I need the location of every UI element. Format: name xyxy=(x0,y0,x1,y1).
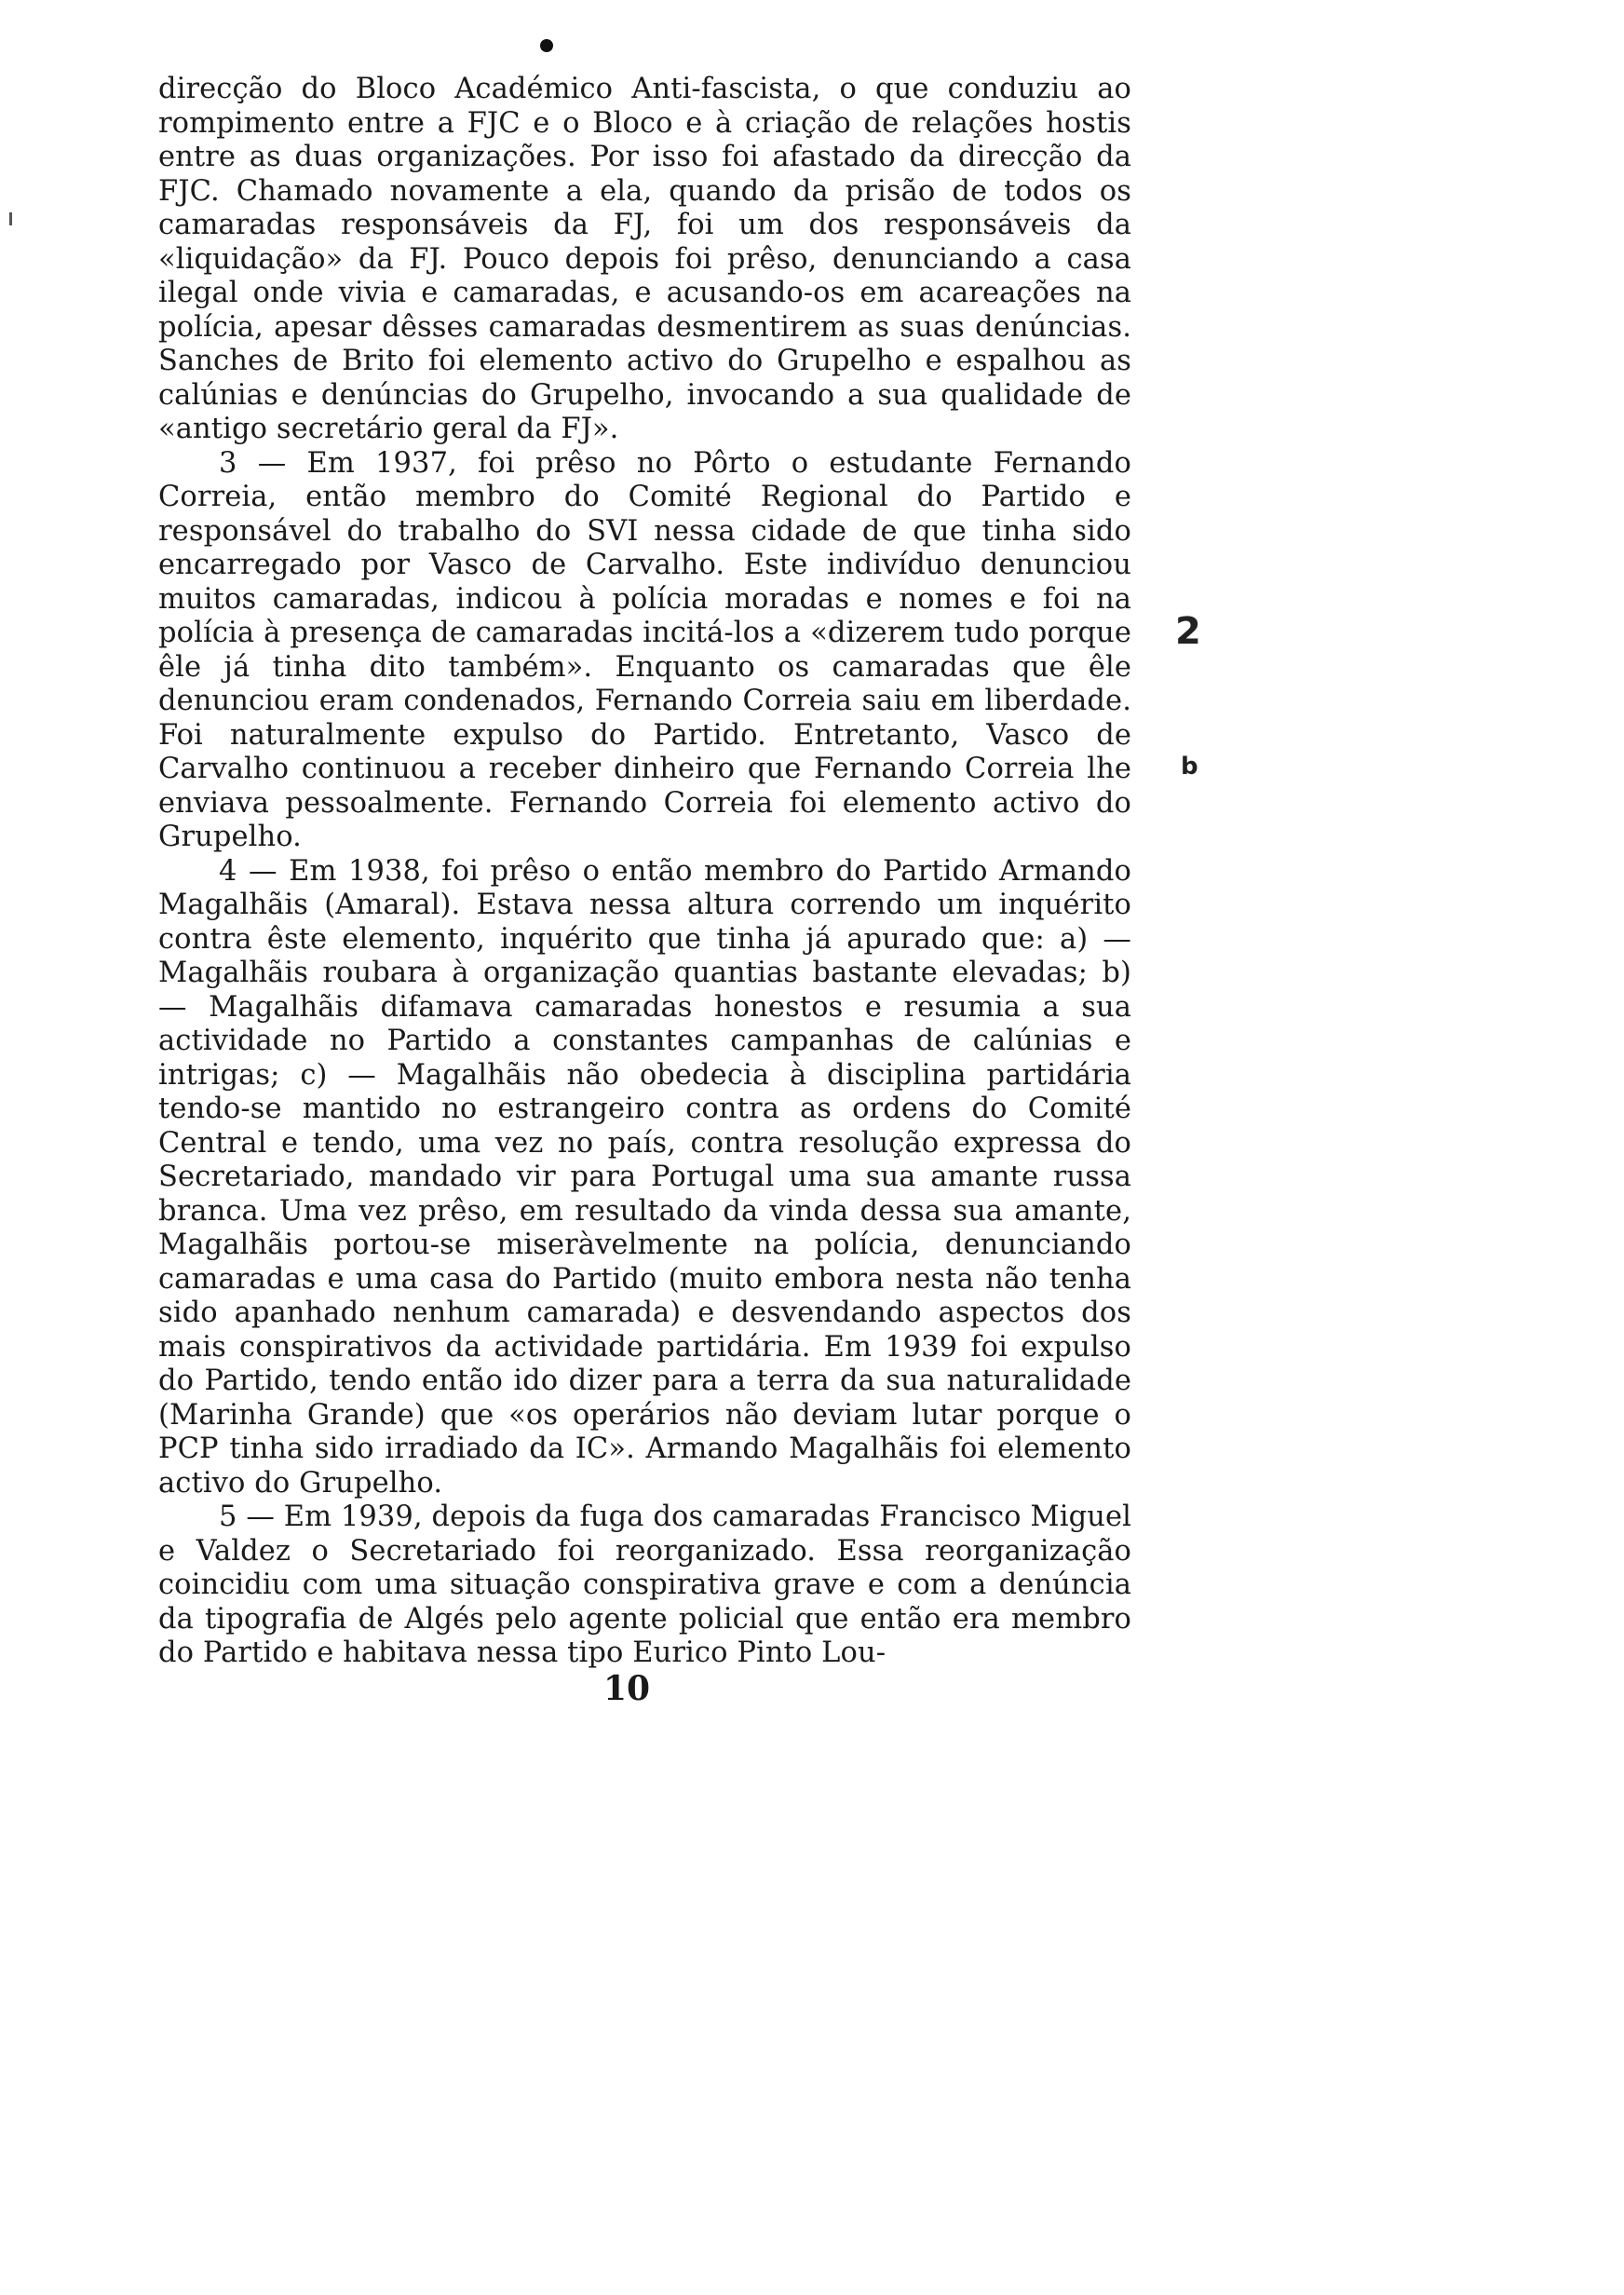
margin-annotation-a: 2 xyxy=(1175,610,1201,653)
margin-annotation-b: b xyxy=(1181,753,1198,781)
ink-dot xyxy=(540,39,553,52)
paragraph-continuation: direcção do Bloco Académico Anti-fascista, o que conduziu ao rompimento entre a FJC e o Bloco e à criação de relações hostis entre as duas organizações. Por isso foi afastado da direcção da FJC. Chamado novamente a ela, quando da prisão de todos os camaradas responsáveis da FJ, foi um dos responsáveis da «liquidação» da FJ. Pouco depois foi prêso, denunciando a casa ilegal onde vivia e camaradas, e acusando-os em acareações na polícia, apesar dêsses camaradas desmentirem as suas denúncias. Sanches de Brito foi elemento activo do Grupelho e espalhou as calúnias e denúncias do Grupelho, invocando a sua qualidade de «antigo secretário geral da FJ». xyxy=(158,73,1131,445)
margin-speck xyxy=(9,212,12,225)
paragraph-item-3: 3 — Em 1937, foi prêso no Pôrto o estudante Fernando Correia, então membro do Comité Regional do Partido e responsável do trabalho do SVI nessa cidade de que tinha sido encarregado por Vasco de Carvalho. Este indivíduo denunciou muitos camaradas, indicou à polícia moradas e nomes e foi na polícia à presença de camaradas incitá-los a «dizerem tudo porque êle já tinha dito também». Enquanto os camaradas que êle denunciou eram condenados, Fernando Correia saiu em liberdade. Foi naturalmente expulso do Partido. Entretanto, Vasco de Carvalho continuou a receber dinheiro que Fernando Correia lhe enviava pessoalmente. Fernando Correia foi elemento activo do Grupelho. xyxy=(158,446,1131,853)
paragraph-item-4: 4 — Em 1938, foi prêso o então membro do Partido Armando Magalhãis (Amaral). Estava nessa altura correndo um inquérito contra êste elemento, inquérito que tinha já apurado que: a) — Magalhãis roubara à organização quantias bastante elevadas; b) — Magalhãis difamava camaradas honestos e resumia a sua actividade no Partido a constantes campanhas de calúnias e intrigas; c) — Magalhãis não obedecia à disciplina partidária tendo-se mantido no estrangeiro contra as ordens do Comité Central e tendo, uma vez no país, contra resolução expressa do Secretariado, mandado vir para Portugal uma sua amante russa branca. Uma vez prêso, em resultado da vinda dessa sua amante, Magalhãis portou-se miseràvelmente na polícia, denunciando camaradas e uma casa do Partido (muito embora nesta não tenha sido apanhado nenhum camarada) e desvendando aspectos dos mais conspirativos da actividade partidária. Em 1939 foi expulso do Partido, tendo então ido dizer para a terra da sua naturalidade (Marinha Grande) que «os operários não deviam lutar porque o PCP tinha sido irradiado da IC». Armando Magalhãis foi elemento activo do Grupelho. xyxy=(158,854,1131,1500)
page-number: 10 xyxy=(603,1669,651,1708)
paragraph-item-5: 5 — Em 1939, depois da fuga dos camaradas Francisco Miguel e Valdez o Secretariado foi reorganizado. Essa reorganização coincidiu com uma situação conspirativa grave e com a denúncia da tipografia de Algés pelo agente policial que então era membro do Partido e habitava nessa tipo Eurico Pinto Lou- xyxy=(158,1501,1131,1669)
body-text xyxy=(158,73,1131,1671)
